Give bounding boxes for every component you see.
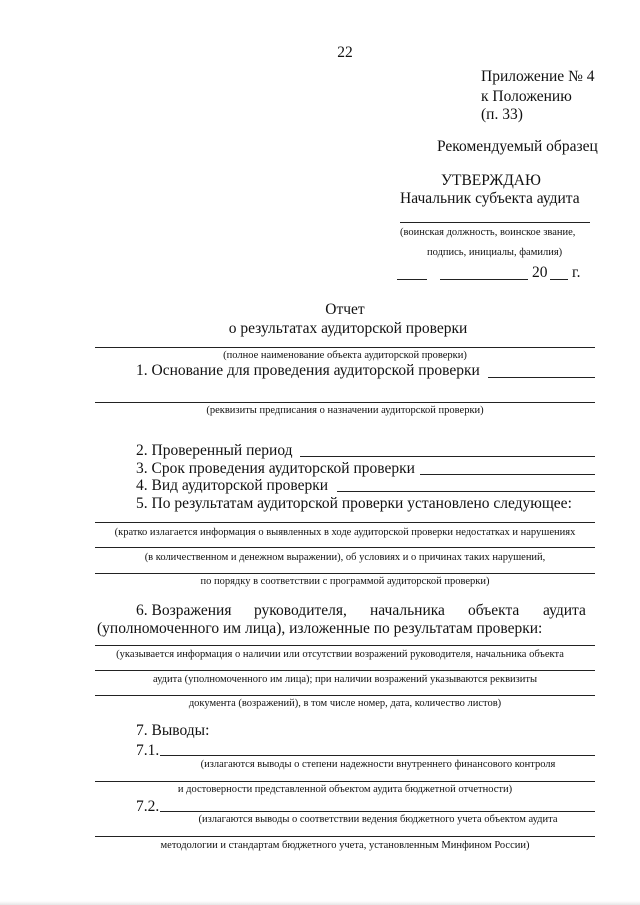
item-3-line: [420, 474, 595, 475]
item-7-2-line: [160, 811, 595, 812]
signature-hint-2: подпись, инициалы, фамилия): [427, 247, 563, 258]
objection-line-2: [95, 670, 595, 671]
recommended-sample: Рекомендуемый образец: [437, 138, 598, 155]
item-3: 3. Срок проведения аудиторской проверки: [136, 460, 415, 477]
item-5: 5. По результатам аудиторской проверки установлено следующее:: [136, 495, 572, 512]
item-1: 1. Основание для проведения аудиторской проверки: [136, 362, 480, 379]
appendix-line-3: (п. 33): [481, 106, 523, 123]
scan-edge: [0, 901, 640, 905]
findings-line-2: [95, 547, 595, 548]
object-name-line: [95, 347, 595, 348]
conclusion-7-1-line-2: [95, 781, 595, 782]
objection-line-1: [95, 645, 595, 646]
item-4: 4. Вид аудиторской проверки: [136, 477, 329, 494]
item-4-line: [337, 491, 595, 492]
item-2-line: [300, 456, 595, 457]
item-2: 2. Проверенный период: [136, 442, 293, 459]
item-7-1-line: [160, 755, 595, 756]
item-7-2: 7.2.: [136, 798, 160, 815]
conclusion-7-1-hint-2: и достоверности представленной объектом аудита бюджетной отчетности): [177, 784, 513, 795]
report-subtitle: о результатах аудиторской проверки: [228, 320, 468, 337]
date-year-line: [550, 279, 568, 280]
objection-hint-2: аудита (уполномоченного им лица); при наличии возражений указываются реквизиты: [152, 674, 538, 685]
item-6-word-5: аудита: [543, 602, 586, 619]
item-6-word-3: начальника: [370, 602, 445, 619]
item-6-word-4: объекта: [468, 602, 520, 619]
date-suffix: г.: [572, 264, 581, 281]
appendix-line-2: к Положению: [481, 88, 572, 105]
approve-label: УТВЕРЖДАЮ: [441, 172, 541, 189]
findings-line-1: [95, 522, 595, 523]
item-7: 7. Выводы:: [136, 722, 210, 739]
item-6-word-2: руководителя,: [254, 602, 347, 619]
page-number: 22: [337, 44, 353, 61]
findings-hint-1: (кратко излагается информация о выявленных в ходе аудиторской проверки недостатках и нарушениях: [114, 527, 576, 538]
appendix-line-1: Приложение № 4: [481, 68, 595, 85]
object-name-hint: (полное наименование объекта аудиторской проверки): [223, 350, 467, 361]
objection-line-3: [95, 695, 595, 696]
date-month-line: [440, 279, 528, 280]
item-7-1: 7.1.: [136, 742, 160, 759]
date-year: 20: [532, 264, 548, 281]
conclusion-7-2-line-2: [95, 836, 595, 837]
date-day-line: [397, 279, 427, 280]
conclusion-7-2-hint-1: (излагаются выводы о соответствии ведения бюджетного учета объектом аудита: [198, 814, 558, 825]
objection-hint-1: (указывается информация о наличии или отсутствии возражений руководителя, начальника объекта: [116, 649, 564, 660]
requisites-hint: (реквизиты предписания о назначении аудиторской проверки): [206, 405, 484, 416]
findings-hint-2: (в количественном и денежном выражении), об условиях и о причинах таких нарушений,: [144, 552, 546, 563]
item-6-line-2: (уполномоченного им лица), изложенные по результатам проверки:: [97, 620, 543, 637]
objection-hint-3: документа (возражений), в том числе номер, дата, количество листов): [188, 698, 502, 709]
item-6-word-1: 6. Возражения: [136, 602, 232, 619]
findings-line-3: [95, 573, 595, 574]
conclusion-7-1-hint-1: (излагаются выводы о степени надежности внутреннего финансового контроля: [200, 759, 556, 770]
requisites-line: [95, 402, 595, 403]
item-1-line: [488, 377, 595, 378]
signature-hint-1: (воинская должность, воинское звание,: [400, 227, 576, 238]
chief-label: Начальник субъекта аудита: [400, 190, 580, 207]
report-title: Отчет: [325, 301, 365, 318]
signature-line: [400, 222, 590, 223]
conclusion-7-2-hint-2: методологии и стандартам бюджетного учета, установленным Минфином России): [160, 840, 530, 851]
findings-hint-3: по порядку в соответствии с программой аудиторской проверки): [200, 576, 490, 587]
